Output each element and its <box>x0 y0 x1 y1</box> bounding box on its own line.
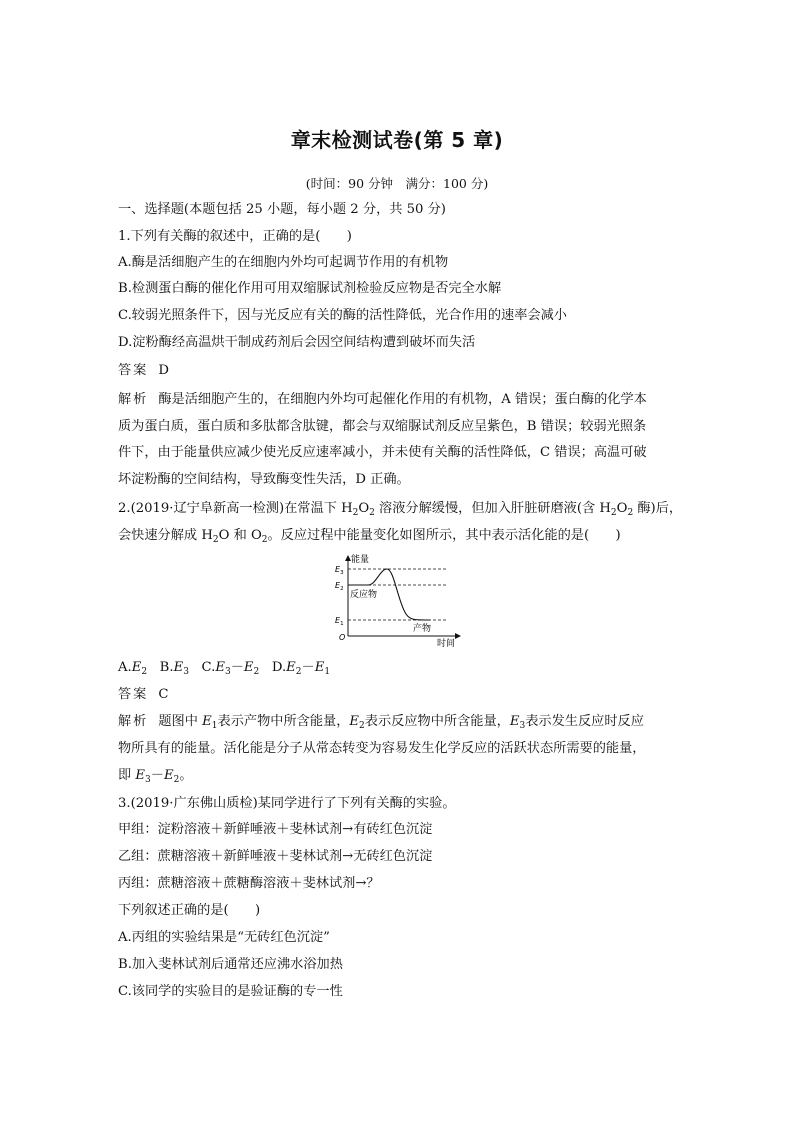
q2-stem-line-2: 会快速分解成 $H_2O$ 和 $O_2$。反应过程中能量变化如图所示，其中表示活化能的是( ) <box>118 528 621 545</box>
y-axis-label: 能量 <box>351 555 370 565</box>
q1-analysis-line-1 <box>118 391 678 409</box>
reactant-label: 反应物 <box>350 590 378 600</box>
answer-value: C <box>158 687 169 702</box>
q3-option-a: A.丙组的实验结果是“无砖红色沉淀” <box>118 930 330 945</box>
section-heading: 一、选择题(本题包括 25 小题，每小题 2 分，共 50 分) <box>118 202 446 217</box>
product-label: 产物 <box>413 624 432 634</box>
q1-stem: 1.下列有关酶的叙述中，正确的是( ) <box>118 229 352 244</box>
q1-option-c: C.较弱光照条件下，因与光反应有关的酶的活性降低，光合作用的速率会减小 <box>118 308 567 323</box>
q2-stem-line-1: 2.(2019·辽宁阜新高一检测)在常温下 $H_2O_2$ 溶液分解缓慢，但加入肝脏研磨液(含 $H_2O_2$ 酶)后， <box>118 501 683 518</box>
q1-analysis-line-2: 质为蛋白质，蛋白质和多肽都含肽键，都会与双缩脲试剂反应呈紫色，B 错误；较弱光照条 <box>118 419 647 434</box>
q3-group-c: 丙组：蔗糖溶液＋蔗糖酶溶液＋斐林试剂→？ <box>118 876 380 891</box>
q2-answer <box>118 686 678 704</box>
answer-value: D <box>158 363 169 378</box>
q2-analysis-line-2: 物所具有的能量。活化能是分子从常态转变为容易发生化学反应的活跃状态所需要的能量， <box>118 741 646 756</box>
page-title: 章末检测试卷(第 5 章) <box>290 128 504 152</box>
e1-label: $E_1$ <box>335 616 344 627</box>
q2-analysis-line-3: 即 $E_3-E_2$。 <box>118 768 193 785</box>
origin-label: O <box>339 633 346 642</box>
q3-option-c: C.该同学的实验目的是验证酶的专一性 <box>118 984 343 999</box>
q1-option-d: D.淀粉酶经高温烘干制成药剂后会因空间结构遭到破坏而失活 <box>118 335 476 350</box>
q3-question: 下列叙述正确的是( ) <box>118 903 261 918</box>
q1-analysis-line-4: 坏淀粉酶的空间结构，导致酶变性失活，D 正确。 <box>118 472 410 487</box>
q3-option-b: B.加入斐林试剂后通常还应沸水浴加热 <box>118 957 343 972</box>
q3-stem: 3.(2019·广东佛山质检)某同学进行了下列有关酶的实验。 <box>118 796 456 811</box>
analysis-label: 解析 <box>118 392 149 407</box>
analysis-label: 解析 <box>118 714 149 729</box>
q3-group-a: 甲组：淀粉溶液＋新鲜唾液＋斐林试剂→有砖红色沉淀 <box>118 822 433 837</box>
analysis-text: 酶是活细胞产生的，在细胞内外均可起催化作用的有机物，A 错误；蛋白酶的化学本 <box>158 392 647 407</box>
q1-option-b: B.检测蛋白酶的催化作用可用双缩脲试剂检验反应物是否完全水解 <box>118 281 502 296</box>
q2-options: $A.E_2$ $B.E_3$ $C.E_3-E_2$ $D.E_2-E_1$ <box>118 660 331 677</box>
answer-label: 答案 <box>118 363 149 378</box>
q2-analysis-line-1: 解析 题图中 $E_1$表示产物中所含能量，$E_2$表示反应物中所含能量，$E_3$表示发生反应时反应 <box>118 714 644 731</box>
exam-info: (时间：90 分钟 满分：100 分) <box>305 176 489 191</box>
q1-analysis-line-3: 件下，由于能量供应减少使光反应速率减小，并未使有关酶的活性降低，C 错误；高温可破 <box>118 445 647 460</box>
x-axis-label: 时间 <box>437 639 456 649</box>
e3-label: $E_3$ <box>335 565 344 576</box>
answer-label: 答案 <box>118 687 149 702</box>
e2-label: $E_2$ <box>335 581 344 592</box>
energy-diagram <box>330 552 470 652</box>
q1-option-a: A.酶是活细胞产生的在细胞内外均可起调节作用的有机物 <box>118 255 449 270</box>
q1-answer <box>118 362 678 380</box>
q3-group-b: 乙组：蔗糖溶液＋新鲜唾液＋斐林试剂→无砖红色沉淀 <box>118 849 433 864</box>
